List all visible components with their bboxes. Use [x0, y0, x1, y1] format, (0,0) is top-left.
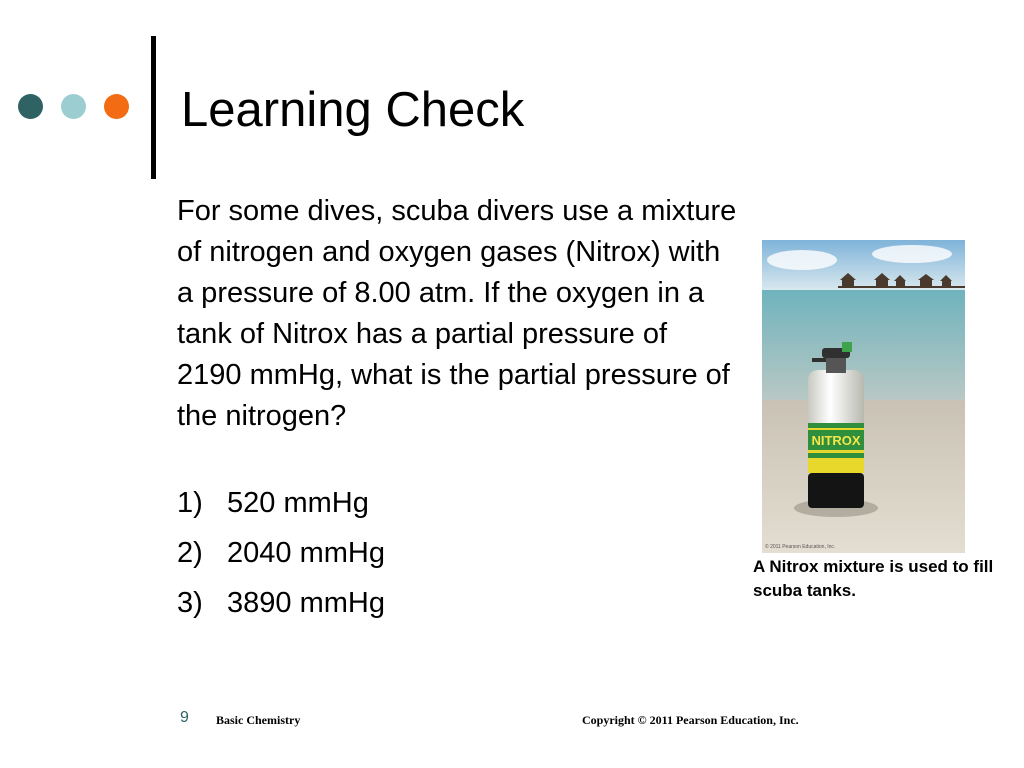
- scuba-tank-photo: [762, 240, 965, 553]
- answer-options: [177, 483, 385, 633]
- answer-option-1: [177, 483, 385, 524]
- scuba-tank-illustration: [762, 240, 965, 553]
- option-text: 3890 mmHg: [227, 587, 385, 619]
- question-text: For some dives, scuba divers use a mixture of nitrogen and oxygen gases (Nitrox) with a pressure of 8.00 atm. If the oxygen in a tank of Nitrox has a partial pressure of 2190 mmHg, what is the partial pressure of the nitrogen?: [177, 195, 737, 432]
- option-number: 3): [177, 587, 203, 619]
- footer-copyright: Copyright © 2011 Pearson Education, Inc.: [582, 713, 799, 727]
- answer-option-3: [177, 583, 385, 624]
- tank-label: NITROX: [811, 433, 861, 448]
- option-number: 2): [177, 537, 203, 569]
- option-text: 520 mmHg: [227, 487, 369, 519]
- decorative-dot-light: [61, 94, 86, 119]
- decorative-dot-dark: [18, 94, 43, 119]
- option-number: 1): [177, 487, 203, 519]
- decorative-dot-accent: [104, 94, 129, 119]
- footer-course: Basic Chemistry: [216, 713, 301, 727]
- image-caption: A Nitrox mixture is used to fill scuba tanks.: [753, 557, 994, 600]
- slide-title: Learning Check: [181, 83, 525, 137]
- slide-number: 9: [180, 709, 189, 726]
- photo-credit: © 2011 Pearson Education, Inc.: [765, 544, 836, 550]
- answer-option-2: [177, 533, 385, 574]
- title-divider: [151, 36, 156, 179]
- option-text: 2040 mmHg: [227, 537, 385, 569]
